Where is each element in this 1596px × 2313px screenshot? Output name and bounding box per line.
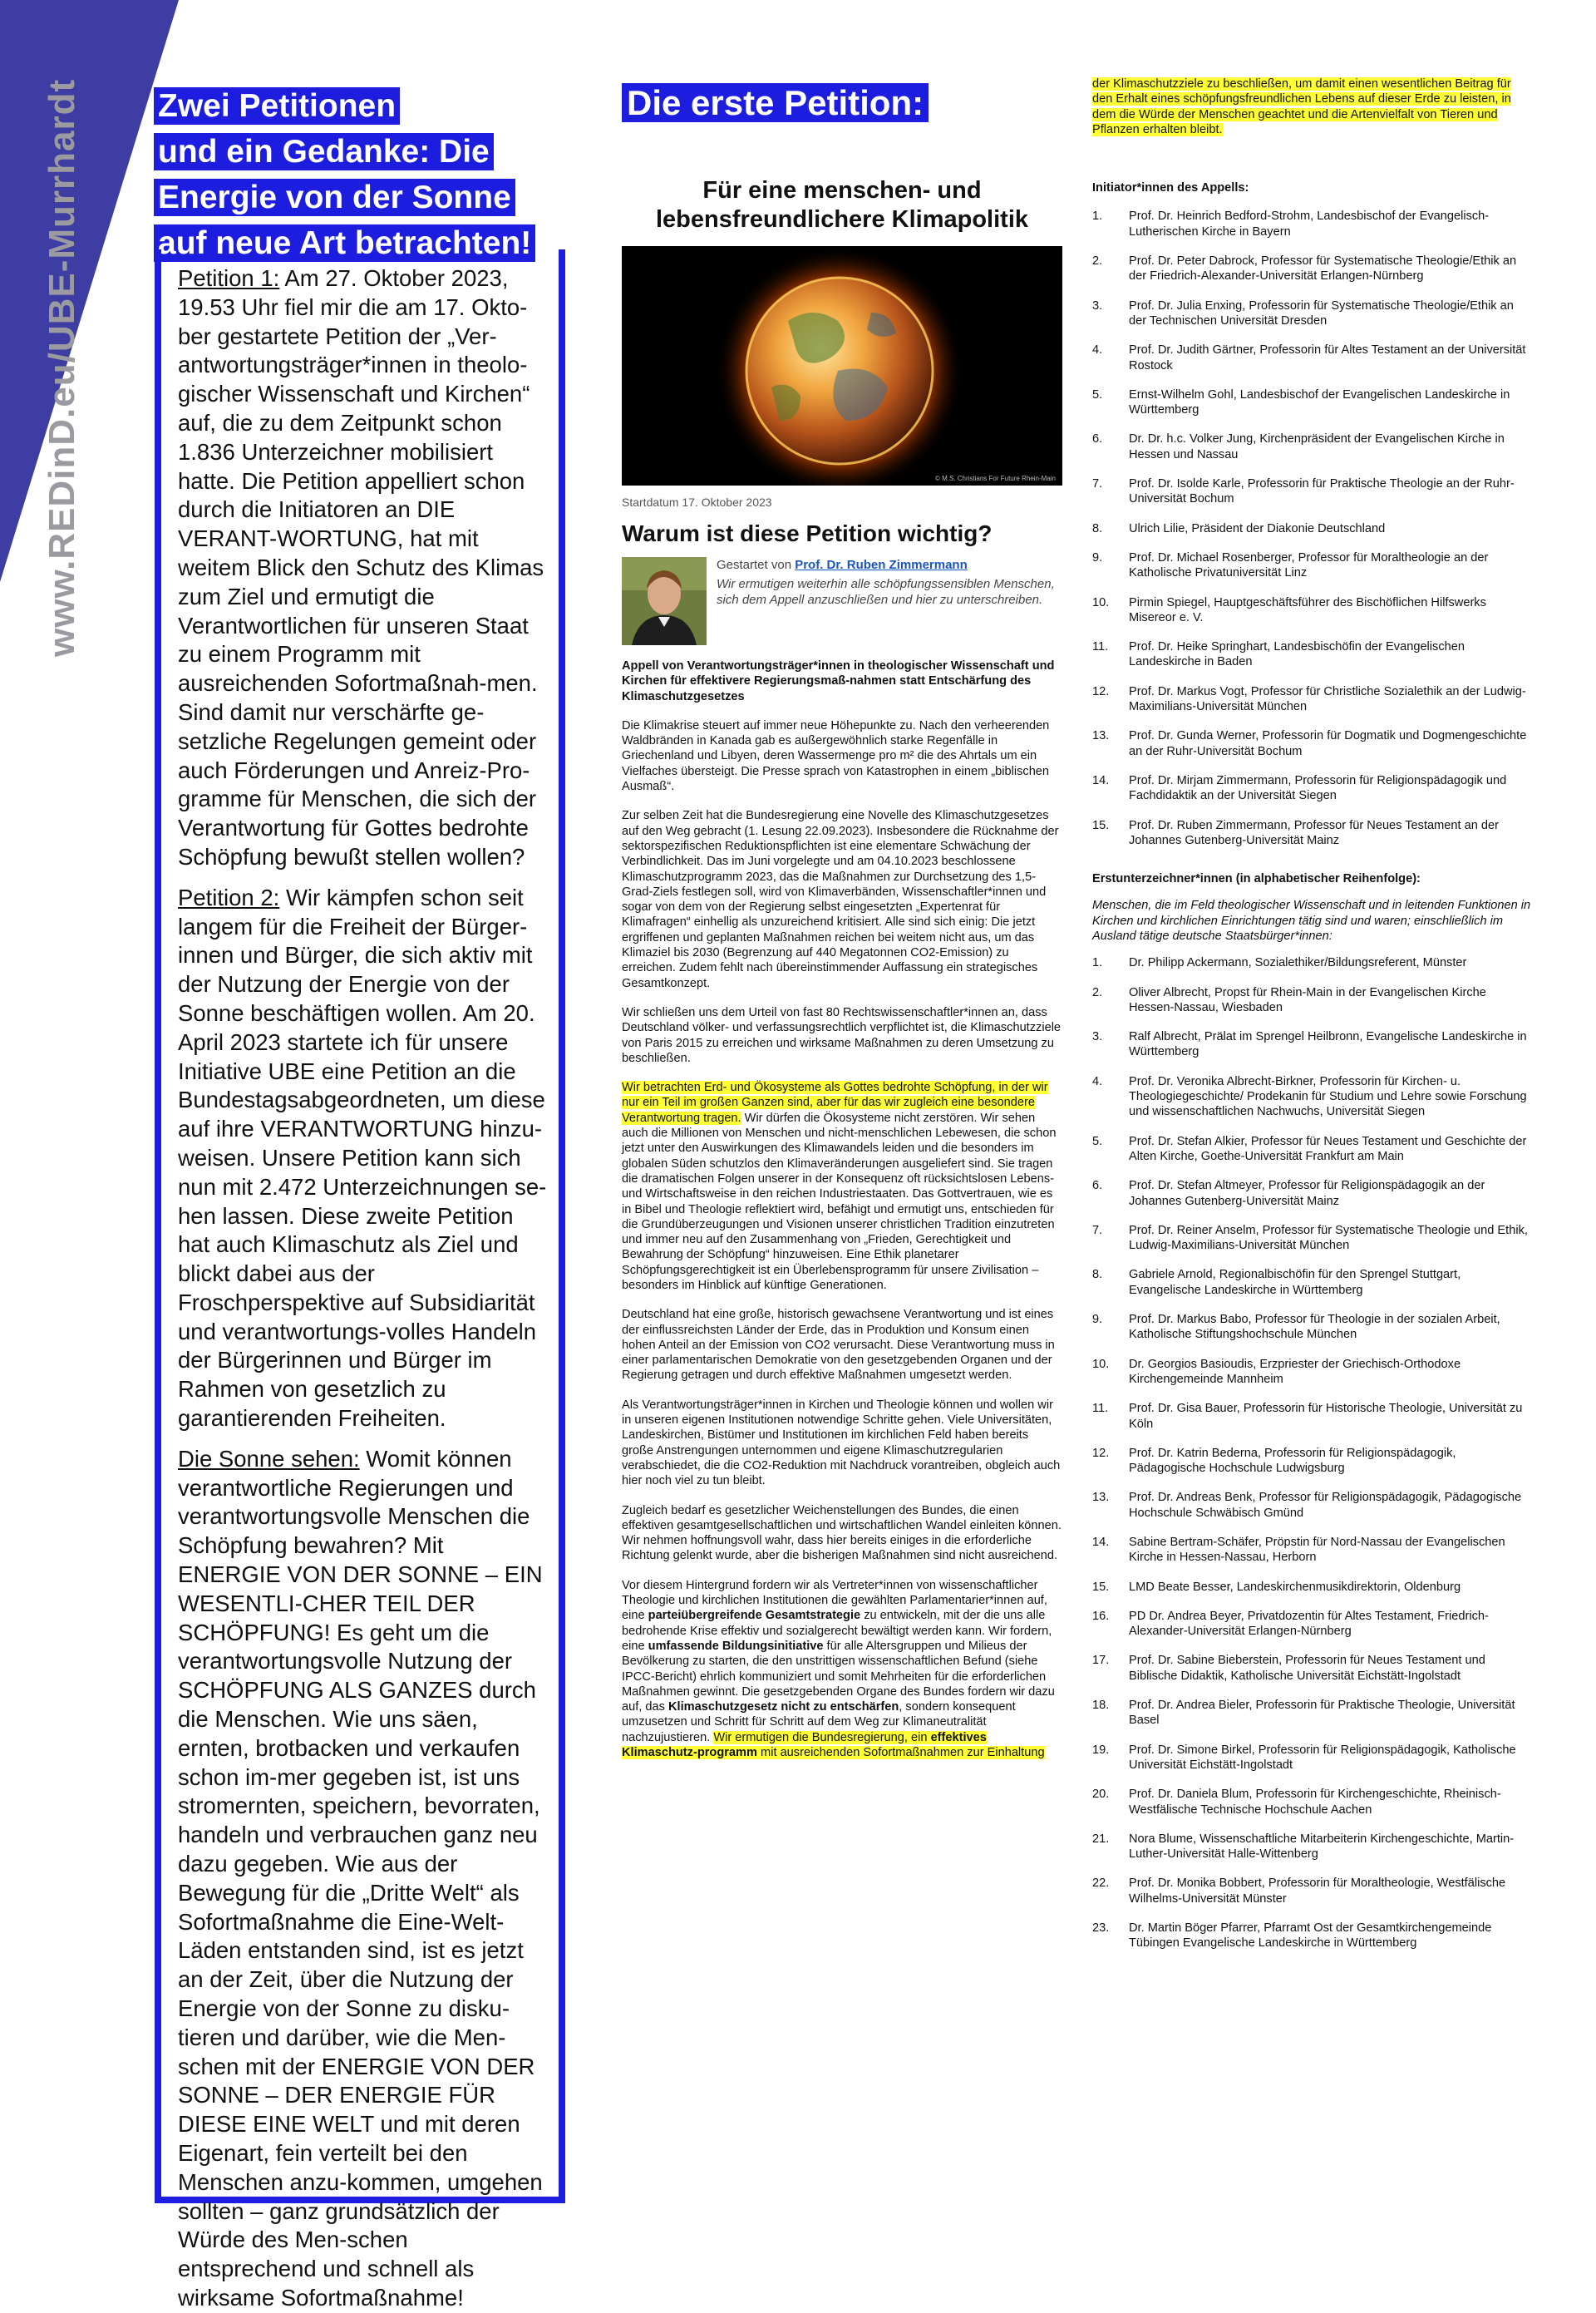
signers-item-number: 17. [1092, 1654, 1110, 1668]
signers-item [1092, 1401, 1531, 1432]
sun-text: Womit können verantwortliche Regierungen und verantwortungsvolle Menschen die Schöpfung bewahren? Mit ENERGIE VON DER SONNE – EIN WESENTLI-CHER TEIL DER SCHÖPFUNG! Es geht um die verantwortungsvolle Nutzung der SCHÖPFUNG ALS GANZES durch die Menschen. Wie uns säen, ernten, brotbacken und verkaufen schon im-mer gegeben ist, ist uns stromernten, speichern, bevorraten, handeln und verbrauchen ganz neu dazu gegeben. Wie aus der Bewegung für die „Dritte Welt“ als Sofortmaßnahme die Eine-Welt-Läden entstanden sind, ist es jetzt an der Zeit, über die Nutzung der Energie von der Sonne zu disku-tieren und darüber, wie die Men-schen mit der ENERGIE VON DER SONNE – DER ENERGIE FÜR DIESE EINE WELT und mit deren Eigenart, fein verteilt bei den Menschen anzu-kommen, umgehen sollten – ganz grundsätzlich der Würde des Men-schen entsprechend und schnell als wirksame Sofortmaßnahme! [178, 1445, 543, 2311]
initiators-item [1092, 343, 1531, 373]
signers-item [1092, 1876, 1531, 1906]
start-date: Startdatum 17. Oktober 2023 [622, 496, 772, 509]
side-banner [0, 0, 179, 582]
signers-item [1092, 1267, 1531, 1298]
appeal-paragraph-7: Zugleich bedarf es gesetzlicher Weichenstellungen des Bundes, die einen effektiven gesamtgesellschaftlichen und wirtschaftlichen Wandel einleiten können. Wir nehmen hoffnungsvoll wahr, dass hier bereits einiges in die erforderliche Richtung gelenkt wurde, aber die bisherigen Maßnahmen sind nicht ausreichend. [622, 1503, 1062, 1563]
title-line-4: auf neue Art betrachten! [155, 225, 534, 261]
appeal-text [622, 658, 1062, 1760]
signers-item-number: 22. [1092, 1877, 1110, 1891]
petition-2-text: Wir kämpfen schon seit langem für die Freiheit der Bürger-innen und Bürger, die sich aktiv mit der Nutzung der Energie von der Sonne beschäftigen wollen. Am 20. April 2023 startete ich für unsere Initiative UBE eine Petition an die Bundestagsabgeordneten, um diese auf ihre VERANTWORTUNG hinzu-weisen. Unsere Petition kann sich nun mit 2.472 Unterzeichnungen se-hen lassen. Diese zweite Petition hat auch Klimaschutz als Ziel und blickt dabei aus der Froschperspektive auf Subsidiarität und verantwortungs-volles Handeln der Bürgerinnen und Bürger im Rahmen von gesetzlich zu garantierenden Freiheiten. [178, 884, 547, 1432]
signers-item-number: 18. [1092, 1699, 1110, 1713]
initiators-item-number: 9. [1092, 550, 1103, 565]
appeal-paragraph-3: Wir schließen uns dem Urteil von fast 80 Rechtswissenschaftler*innen an, dass Deutschland völker- und verfassungsrechtlich verpflichtet ist, die Klimaschutzziele von Paris 2015 zu erreichen und wirksame Maßnahmen zu deren Umsetzung zu beschließen. [622, 1005, 1062, 1065]
signers-item-text: Prof. Dr. Katrin Bederna, Professorin für Religionspädagogik, Pädagogische Hochschule Ludwigsburg [1129, 1446, 1456, 1476]
earth-fire-icon [622, 246, 1062, 486]
signers-item-number: 12. [1092, 1446, 1110, 1460]
signers-heading: Erstunterzeichner*innen (in alphabetischer Reihenfolge): [1092, 872, 1421, 886]
signers-item [1092, 1074, 1531, 1120]
petition-1-paragraph [178, 264, 547, 872]
signers-item [1092, 1223, 1531, 1254]
signers-item-text: Sabine Bertram-Schäfer, Pröpstin für Nord-Nassau der Evangelischen Kirche in Hessen-Nassau, Herborn [1129, 1536, 1505, 1565]
initiators-item-number: 3. [1092, 298, 1103, 313]
signers-item [1092, 1653, 1531, 1684]
petition-column [622, 80, 1062, 1774]
initiators-item-number: 12. [1092, 684, 1110, 698]
initiators-item-number: 7. [1092, 477, 1103, 491]
initiators-item [1092, 521, 1531, 536]
signers-item-number: 3. [1092, 1030, 1103, 1044]
initiators-item-number: 1. [1092, 210, 1103, 224]
signers-item [1092, 985, 1531, 1016]
p8-b: parteiübergreifende Gesamtstrategie [648, 1609, 861, 1623]
initiators-item-number: 14. [1092, 773, 1110, 787]
initiators-item-number: 8. [1092, 521, 1103, 535]
signers-item [1092, 1609, 1531, 1640]
initiators-item [1092, 639, 1531, 670]
avatar [622, 557, 707, 645]
p8-g: , sondern konsequent umzusetzen und Schritt für Schritt auf dem Weg zur Klimaneutralität nachzujustieren. [622, 1700, 1016, 1744]
signers-item [1092, 1921, 1531, 1951]
initiators-item [1092, 773, 1531, 804]
signers-item-text: Dr. Philipp Ackermann, Sozialethiker/Bildungsreferent, Münster [1129, 956, 1467, 970]
started-by-label: Gestartet von [717, 558, 796, 572]
signers-item-text: Dr. Georgios Basioudis, Erzpriester der Griechisch-Orthodoxe Kirchengemeinde Mannheim [1129, 1357, 1461, 1386]
initiators-item-text: Prof. Dr. Judith Gärtner, Professorin für Altes Testament an der Universität Rostock [1129, 343, 1526, 372]
petition-2-label: Petition 2: [178, 884, 280, 910]
signers-item [1092, 1029, 1531, 1060]
signers-item [1092, 1832, 1531, 1862]
p8-c: zu entwickeln, mit der die uns alle bedrohende Krise effektiv und sozialgerecht bewältigt werden kann. Wir fordern, eine [622, 1609, 1052, 1653]
signers-item-number: 16. [1092, 1609, 1110, 1623]
author-link[interactable]: Prof. Dr. Ruben Zimmermann [795, 558, 968, 572]
first-petition-title [622, 80, 1062, 126]
appeal-paragraph-8 [622, 1578, 1062, 1761]
signers-item-number: 13. [1092, 1491, 1110, 1505]
appeal-paragraph-6: Als Verantwortungsträger*innen in Kirchen und Theologie können und wollen wir in unseren eigenen Institutionen notwendige Schritte gehen. Viele Universitäten, Landeskirchen, Bistümer und Institutionen im kirchlichen Feld haben bereits große Anstrengungen unternommen und eigene Klimaschutzregularien verabschiedet, die die CO2-Reduktion mit Nachdruck vorantreiben, obgleich auch hier noch viel zu tun bleibt. [622, 1398, 1061, 1488]
petition-1-label: Petition 1: [178, 265, 280, 291]
initiators-item-number: 5. [1092, 387, 1103, 402]
p8-a: Vor diesem Hintergrund fordern wir als Vertreter*innen von wissenschaftlicher Theologie und kirchlichen Institutionen die gewählten Parlamentarier*innen auf, eine [622, 1578, 1047, 1623]
signers-item-text: Ralf Albrecht, Prälat im Sprengel Heilbronn, Evangelische Landeskirche in Württemberg [1129, 1030, 1527, 1059]
initiators-item-text: Prof. Dr. Heike Springhart, Landesbischöfin der Evangelischen Landeskirche in Baden [1129, 640, 1465, 669]
initiators-item-text: Ulrich Lilie, Präsident der Diakonie Deutschland [1129, 521, 1386, 535]
signers-item-text: Prof. Dr. Stefan Alkier, Professor für Neues Testament und Geschichte der Alten Kirche, Goethe-Universität Frankfurt am Main [1129, 1134, 1527, 1163]
initiators-item [1092, 550, 1531, 581]
signers-item-text: Prof. Dr. Stefan Altmeyer, Professor für Religionspädagogik an der Johannes Gutenberg-Universität Mainz [1129, 1179, 1485, 1208]
initiators-item [1092, 684, 1531, 715]
highlighted-text: Wir betrachten Erd- und Ökosysteme als Gottes bedrohte Schöpfung, in der wir nur ein Teil im großen Ganzen sind, aber für das wir zugleich eine besondere Verantwortung tragen. [622, 1081, 1048, 1125]
initiators-heading: Initiator*innen des Appells: [1092, 181, 1249, 195]
initiators-item-number: 11. [1092, 640, 1109, 654]
why-heading: Warum ist diese Petition wichtig? [622, 520, 993, 546]
initiators-list [1092, 209, 1531, 848]
initiators-item-text: Pirmin Spiegel, Hauptgeschäftsführer des Bischöflichen Hilfswerks Misereor e. V. [1129, 595, 1486, 624]
signers-item-number: 7. [1092, 1223, 1103, 1237]
title-line-2: und ein Gedanke: Die [155, 134, 493, 170]
signers-item [1092, 1698, 1531, 1729]
petition-1-text: Am 27. Oktober 2023, 19.53 Uhr fiel mir die am 17. Okto-ber gestartete Petition der „Ver-antwortungsträger*innen in theolo-gischer Wissenschaft und Kirchen“ auf, die zu dem Zeitpunkt schon 1.836 Unterzeichner mobilisiert hatte. Die Petition appelliert schon durch die Initiatoren an DIE VERANT-WORTUNG, hat mit weitem Blick den Schutz des Klimas zum Ziel und ermutigt die Verantwortlichen für unseren Staat zu einem Programm mit ausreichenden Sofortmaßnah-men. Sind damit nur verschärfte ge-setzliche Regelungen gemeint oder auch Förderungen und Anreiz-Pro-gramme für Menschen, die sich der Verantwortung für Gottes bedrohte Schöpfung bewußt stellen wollen? [178, 265, 544, 870]
initiators-item-text: Prof. Dr. Heinrich Bedford-Strohm, Landesbischof der Evangelisch-Lutherischen Kirche in Bayern [1129, 210, 1490, 239]
signers-item-number: 8. [1092, 1268, 1103, 1282]
initiators-item [1092, 728, 1531, 759]
signers-item [1092, 955, 1531, 970]
p8-h1: Wir ermutigen die Bundesregierung, ein [713, 1730, 931, 1744]
initiators-item-text: Dr. Dr. h.c. Volker Jung, Kirchenpräsident der Evangelischen Kirche in Hessen und Nassau [1129, 432, 1505, 461]
initiators-item [1092, 476, 1531, 507]
initiators-item-number: 6. [1092, 432, 1103, 446]
signers-item [1092, 1178, 1531, 1209]
initiators-item [1092, 432, 1531, 462]
signers-item [1092, 1743, 1531, 1773]
title-line-1: Zwei Petitionen [155, 88, 399, 124]
initiators-item-text: Ernst-Wilhelm Gohl, Landesbischof der Evangelischen Landeskirche in Württemberg [1129, 387, 1510, 417]
signers-item [1092, 1535, 1531, 1566]
signers-item [1092, 1134, 1531, 1165]
signers-item-text: Gabriele Arnold, Regionalbischöfin für den Sprengel Stuttgart, Evangelische Landeskirche in Württemberg [1129, 1268, 1461, 1297]
initiators-item [1092, 298, 1531, 329]
continuation-paragraph [1092, 76, 1531, 137]
p8-d: umfassende Bildungsinitiative [648, 1639, 824, 1653]
burning-earth-image [622, 246, 1062, 486]
signers-item-text: Nora Blume, Wissenschaftliche Mitarbeiterin Kirchengeschichte, Martin-Luther-Universität Halle-Wittenberg [1129, 1832, 1515, 1862]
initiators-item-number: 15. [1092, 818, 1110, 832]
signers-item [1092, 1490, 1531, 1521]
signatories-column [1092, 76, 1531, 1965]
initiators-item-text: Prof. Dr. Markus Vogt, Professor für Christliche Sozialethik an der Ludwig-Maximilians-Universität München [1129, 684, 1526, 714]
signers-item-number: 10. [1092, 1357, 1110, 1371]
initiators-item-number: 13. [1092, 729, 1110, 743]
initiators-item-text: Prof. Dr. Julia Enxing, Professorin für Systematische Theologie/Ethik an der Technischen Universität Dresden [1129, 298, 1514, 328]
signers-item-number: 9. [1092, 1313, 1103, 1327]
petition-2-paragraph [178, 884, 547, 1433]
initiators-item-text: Prof. Dr. Gunda Werner, Professorin für Dogmatik und Dogmengeschichte an der Ruhr-Universität Bochum [1129, 729, 1527, 758]
signers-item-text: Prof. Dr. Simone Birkel, Professorin für Religionspädagogik, Katholische Universität Eichstätt-Ingolstadt [1129, 1743, 1516, 1772]
signers-item-text: Prof. Dr. Andrea Bieler, Professorin für Praktische Theologie, Universität Basel [1129, 1699, 1515, 1728]
signers-intro: Menschen, die im Feld theologischer Wissenschaft und in leitenden Funktionen in Kirchen und kirchlichen Einrichtungen tätig sind und waren; einschließlich im Ausland tätige deutsche Staatsbürger*innen: [1092, 899, 1531, 943]
main-title [155, 83, 594, 266]
appeal-paragraph-4 [622, 1080, 1062, 1293]
author-block [622, 557, 1062, 645]
signers-item-number: 5. [1092, 1134, 1103, 1148]
initiators-item-text: Prof. Dr. Peter Dabrock, Professor für Systematische Theologie/Ethik an der Friedrich-Alexander-Universität Erlangen-Nürnberg [1129, 254, 1517, 284]
p8-f: Klimaschutzgesetz nicht zu entschärfen [667, 1700, 899, 1714]
signers-item-number: 21. [1092, 1832, 1110, 1846]
appeal-paragraph-2: Zur selben Zeit hat die Bundesregierung eine Novelle des Klimaschutzgesetzes auf den Weg gebracht (1. Lesung 22.09.2023). Insbesondere die Rücknahme der sektorspezifischen Reduktionspflichten ist eine elementare Schwächung der Verbindlichkeit. Das im Juni vorgelegte und am 04.10.2023 beschlossene Klimaschutzprogramm 2023, das die Maßnahmen zur Durchsetzung des 1,5-Grad-Ziels festlegen soll, wird von Klimaverbänden, Wissenschaftler*innen und sogar von dem von der Regierung selbst eingesetzten „Expertenrat für Klimafragen“ einhellig als unzureichend kritisiert. Alle sind sich einig: Die jetzt ergriffenen und geplanten Maßnahmen reichen bei weitem nicht aus, um das Klimaziel bis 2030 (Begrenzung auf 440 Megatonnen CO2-Emission) zu erreichen. Zudem fehlt nach übereinstimmender Auffassung ein strategisches Gesamtkonzept. [622, 809, 1059, 990]
signers-item-text: Prof. Dr. Veronika Albrecht-Birkner, Professorin für Kirchen- u. Theologiegeschichte/ Prodekanin für Studium und Lehre sowie Forschung und wissenschaftlichen Nachwuchs, Universität Siegen [1129, 1074, 1527, 1119]
initiators-item [1092, 209, 1531, 239]
p8-h3: mit ausreichenden Sofortmaßnahmen zur Einhaltung [757, 1746, 1045, 1759]
signers-item-number: 19. [1092, 1743, 1110, 1757]
signers-item-number: 20. [1092, 1788, 1110, 1802]
initiators-item-text: Prof. Dr. Ruben Zimmermann, Professor für Neues Testament an der Johannes Gutenberg-Universität Mainz [1129, 818, 1500, 847]
side-url-text: www.REDinD.eu/UBE-Murrhardt [42, 78, 82, 657]
signers-item [1092, 1446, 1531, 1477]
appeal-paragraph-1: Die Klimakrise steuert auf immer neue Höhepunkte zu. Nach den verheerenden Waldbränden in Kanada gab es außergewöhnlich starke Regenfälle in Griechenland und Libyen, deren Wassermenge pro m² die des Ahrtals um ein Vielfaches übersteigt. Die Presse sprach von Katastrophen in einem „biblischen Ausmaß“. [622, 718, 1050, 794]
initiators-item [1092, 387, 1531, 418]
signers-item-number: 2. [1092, 985, 1103, 999]
p8-h2: effektives Klimaschutz-programm [622, 1730, 987, 1759]
signers-item-number: 11. [1092, 1402, 1109, 1416]
signers-item-text: Prof. Dr. Reiner Anselm, Professor für Systematische Theologie und Ethik, Ludwig-Maximilians-Universität München [1129, 1223, 1528, 1253]
signers-item-text: LMD Beate Besser, Landeskirchenmusikdirektorin, Oldenburg [1129, 1580, 1461, 1594]
signers-item-text: Prof. Dr. Sabine Bieberstein, Professorin für Neues Testament und Biblische Didaktik, Katholische Universität Eichstätt-Ingolstadt [1129, 1654, 1485, 1683]
signers-item-text: Prof. Dr. Andreas Benk, Professor für Religionspädagogik, Pädagogische Hochschule Schwäbisch Gmünd [1129, 1491, 1522, 1520]
initiators-item-text: Prof. Dr. Mirjam Zimmermann, Professorin für Religionspädagogik und Fachdidaktik an der Universität Siegen [1129, 773, 1507, 803]
sun-label: Die Sonne sehen: [178, 1445, 360, 1472]
signers-item-number: 4. [1092, 1074, 1103, 1088]
initiators-item-number: 4. [1092, 343, 1103, 358]
signers-item-number: 1. [1092, 956, 1103, 970]
petition-subtitle: Für eine menschen- und lebensfreundlichere Klimapolitik [656, 177, 1028, 233]
signers-item-text: Dr. Martin Böger Pfarrer, Pfarramt Ost der Gesamtkirchengemeinde Tübingen Evangelische Landeskirche in Württemberg [1129, 1921, 1492, 1951]
appeal-paragraph-4-rest: Wir dürfen die Ökosysteme nicht zerstören. Wir sehen auch die Millionen von Menschen und nicht-menschlichen Lebewesen, die schon jetzt unter den Auswirkungen des Klimawandels leiden und die besonders im globalen Süden schutzlos den Klimaveränderungen ausgeliefert sind. Sie tragen die dramatischen Folgen unserer in der Konsequenz oft rücksichtslosen Lebens- und Wirtschaftsweise in den reichen Industriestaaten. Das Gottvertrauen, wie es in Bibel und Theologie reflektiert wird, befähigt und ermutigt uns, entschieden für die Grundüberzeugungen und Visionen unserer christlichen Tradition einzutreten und immer neu auf den Zusammenhang von „Frieden, Gerechtigkeit und Bewahrung der Schöpfung“ hinzuweisen. Eine Ethik planetarer Schöpfungsgerechtigkeit ist ein Überlebensprogramm für unsere Zivilisation – besonders im Hinblick auf künftige Generationen. [622, 1111, 1057, 1292]
initiators-item [1092, 595, 1531, 626]
signers-item [1092, 1357, 1531, 1388]
p8-e: für alle Altersgruppen und Milieus der Bevölkerung zu starten, die den unstrittigen wissenschaftlichen Befund (siehe IPCC-Bericht) ehrlich kommuniziert und somit Mehrheiten für die erforderlichen Maßnahmen gewinnt. Die gesetzgebenden Organe des Bundes fordern wir dazu auf, das [622, 1639, 1055, 1714]
initiators-item-number: 2. [1092, 254, 1103, 269]
sun-paragraph [178, 1445, 547, 2313]
signers-item-number: 6. [1092, 1179, 1103, 1193]
signers-item-text: PD Dr. Andrea Beyer, Privatdozentin für Altes Testament, Friedrich-Alexander-Universität Erlangen-Nürnberg [1129, 1609, 1489, 1639]
intro-column [155, 83, 594, 266]
signers-list [1092, 955, 1531, 1951]
author-meta [717, 557, 1062, 645]
appeal-paragraph-5: Deutschland hat eine große, historisch gewachsene Verantwortung und ist eines der einflussreichsten Länder der Erde, das in Produktion und Konsum einen hohen Anteil an der Emission von CO2 verursacht. Diese Verantwortung muss in einer parlamentarischen Demokratie von den gesetzgebenden Organen und der Regierung getragen und durch effektive Maßnahmen umgesetzt werden. [622, 1308, 1055, 1383]
initiators-item [1092, 254, 1531, 284]
signers-item-text: Prof. Dr. Daniela Blum, Professorin für Kirchengeschichte, Rheinisch-Westfälische Technische Hochschule Aachen [1129, 1788, 1501, 1817]
signers-item-text: Prof. Dr. Monika Bobbert, Professorin für Moraltheologie, Westfälische Wilhelms-Universität Münster [1129, 1877, 1506, 1906]
signers-item [1092, 1580, 1531, 1595]
initiators-item-text: Prof. Dr. Isolde Karle, Professorin für Praktische Theologie an der Ruhr-Universität Bochum [1129, 477, 1515, 506]
image-credit: © M.S. Christians For Future Rhein-Main [934, 475, 1056, 482]
title-line-3: Energie von der Sonne [155, 180, 515, 215]
signers-item [1092, 1787, 1531, 1817]
signers-item-text: Prof. Dr. Gisa Bauer, Professorin für Historische Theologie, Universität zu Köln [1129, 1402, 1523, 1431]
appeal-title: Appell von Verantwortungsträger*innen in theologischer Wissenschaft und Kirchen für effektivere Regierungsmaß-nahmen statt Entschärfung des Klimaschutzgesetzes [622, 659, 1055, 703]
signers-item [1092, 1312, 1531, 1343]
signers-item-text: Oliver Albrecht, Propst für Rhein-Main in der Evangelischen Kirche Hessen-Nassau, Wiesbaden [1129, 985, 1486, 1014]
initiators-item-number: 10. [1092, 595, 1110, 609]
first-petition-title-text: Die erste Petition: [622, 83, 929, 122]
signers-item-text: Prof. Dr. Markus Babo, Professor für Theologie in der sozialen Arbeit, Katholische Stiftungshochschule München [1129, 1313, 1500, 1342]
signers-item-number: 23. [1092, 1921, 1110, 1936]
highlighted-text: der Klimaschutzziele zu beschließen, um damit einen wesentlichen Beitrag für den Erhalt eines schöpfungsfreundlichen Lebens auf dieser Erde zu leisten, in dem die Würde der Menschen geachtet und die Artenvielfalt von Tieren und Pflanzen erhalten bleibt. [1092, 77, 1511, 136]
signers-item-number: 14. [1092, 1536, 1110, 1549]
initiators-item-text: Prof. Dr. Michael Rosenberger, Professor für Moraltheologie an der Katholische Privatuniversität Linz [1129, 550, 1489, 580]
initiators-item [1092, 818, 1531, 849]
author-quote: Wir ermutigen weiterhin alle schöpfungssensiblen Menschen, sich dem Appell anzuschließen und hier zu unterschreiben. [717, 577, 1055, 607]
intro-text-box [155, 249, 565, 2311]
signers-item-number: 15. [1092, 1580, 1110, 1594]
person-photo-icon [622, 557, 707, 645]
